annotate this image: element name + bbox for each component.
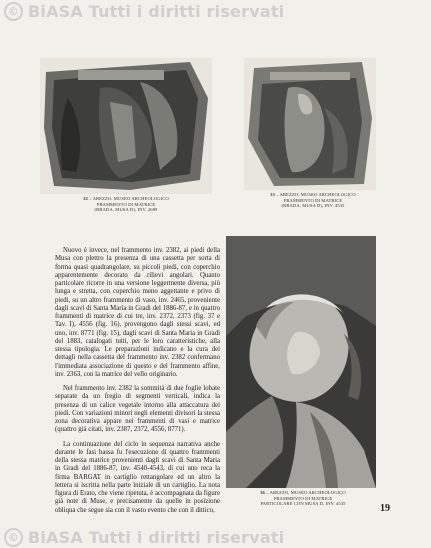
watermark-top xyxy=(0,0,431,22)
paragraph: La continuazione del ciclo in sequenza narrativa anche durante le fasi bassa fu l'esecuzione di quattro frammenti della stessa matrice provenienti dagli scavi di Santa Maria in Gradi del 1886-87, inv. 4540-4543, di cui uno reca la firma BARGAT in cartiglio rettangolare ed un altro la lettera si iscritta nella parte iniziale di un cartiglio. La nota figura di Erato, che viene ripetuta, è accompagnata da figure già note di Muse, e precisamente da quelle in posizione obliqua che segue sia con il vasto evento che con il dittico, xyxy=(55,440,220,514)
figure-36-photo xyxy=(226,236,376,488)
page-number: 19 xyxy=(380,503,390,514)
relief-fragment-image xyxy=(40,58,212,194)
relief-fragment-image xyxy=(244,58,376,190)
figure-32-caption: 32 – AREZZO, MUSEO ARCHEOLOGICO FRAMMENTO DI MATRICE (BRADA, MUSA D), INV. 2689 xyxy=(83,196,169,213)
muse-relief-image xyxy=(226,236,376,488)
body-text xyxy=(55,247,220,522)
watermark-bottom xyxy=(0,526,431,548)
paragraph: Nel frammento inv. 2382 la sommità di due foglie lobate separate da un fregio di segmenti verticali, indica la presenza di un calice vegetale intorno alla attaccatura dei piedi. Con variazioni minori negli elementi divisori la stessa zona decorativa appare nei frammenti di vasi e matrice (quattro già citati, inv. 2387, 2372, 4556, 8771). xyxy=(55,385,220,434)
copyright-icon: © xyxy=(4,528,23,547)
figure-36-caption: 36 – AREZZO, MUSEO ARCHEOLOGICO FRAMMENTO DI MATRICE PARTICOLARE CON MUSA D, INV. 4535 xyxy=(260,490,346,507)
paragraph: Nuovo è invece, nel frammento inv. 2382, ai piedi della Musa con plettro la presenza di una cassetta per sorta di forma quasi quadrangolare, su piccoli piedi, con coperchio apparentemente decorato da rilievi angolari. Quanto particolare ricorre in una versione leggermente diversa, più lunga e stretta, con coperchio meno aggettante e privo di piedi, su un altro frammento di vaso, inv. 2465, proveniente dagli scavi di Santa Maria in Gradi del 1886-87, e in quattro frammenti di matrice di cui tre, inv. 2372, 2373 (fig. 37 e Tav. I), 4556 (fig. 16), provengono dagli stessi scavi, ed uno, inv. 8771 (fig. 15), dagli scavi di Santa Maria in Gradi del 1883, catalogati tutti, per le loro caratteristiche, alla stessa tipologia. Le preparazioni indicano e la cura dei dettagli nella cassetta del frammento inv. 2382 confermano l'immediata associazione di questo e del frammento affine, inv. 2363, con la matrice del vello originario. xyxy=(55,247,220,378)
watermark-text: BiASA Tutti i diritti riservati xyxy=(28,527,285,547)
figure-33-photo xyxy=(244,58,376,190)
watermark-text: BiASA Tutti i diritti riservati xyxy=(28,1,285,21)
copyright-icon: © xyxy=(4,2,23,21)
figure-32-photo xyxy=(40,58,212,194)
figure-33-caption: 33 – AREZZO, MUSEO ARCHEOLOGICO FRAMMENTO DI MATRICE (BRADA, MUSA D), INV. 4535 xyxy=(270,192,356,209)
